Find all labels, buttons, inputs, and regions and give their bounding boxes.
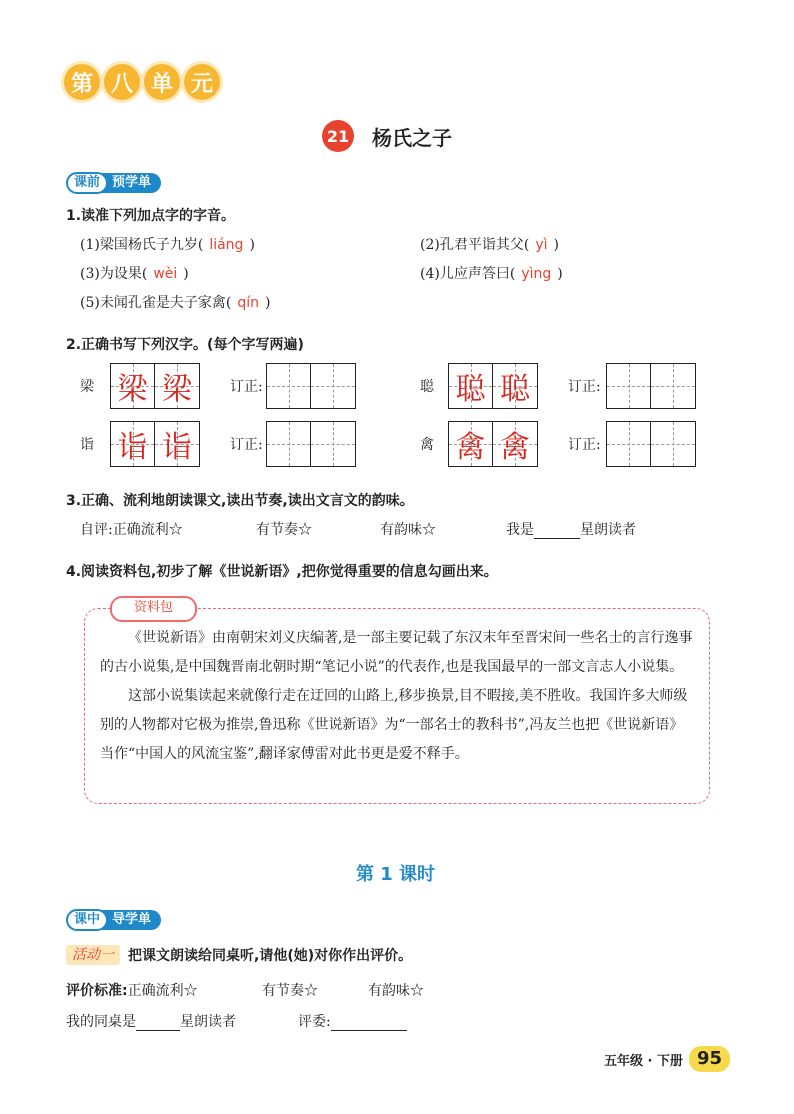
correction-label: 订正: xyxy=(568,437,601,453)
criteria-line: 评价标准:正确流利☆ xyxy=(66,983,198,999)
tag-part-a: 课中 xyxy=(66,909,108,931)
self-eval-fluent[interactable]: 自评:正确流利☆ xyxy=(80,522,183,538)
grid-cell[interactable] xyxy=(267,364,311,408)
grid-cell[interactable] xyxy=(651,422,695,466)
mid-study-tag xyxy=(66,909,161,931)
q1-item-5: (5)未闻孔雀是夫子家禽( qín ) xyxy=(80,295,271,311)
grid-cell[interactable]: 诣 xyxy=(111,422,155,466)
correction-grid[interactable] xyxy=(266,421,356,467)
writing-grid[interactable] xyxy=(110,421,200,467)
tag-part-b: 导学单 xyxy=(98,910,161,930)
grid-cell[interactable] xyxy=(651,364,695,408)
q1-item-2: (2)孔君平诣其父( yì ) xyxy=(420,237,559,253)
grid-cell[interactable] xyxy=(607,422,651,466)
judge-blank[interactable] xyxy=(331,1014,407,1031)
correction-grid[interactable] xyxy=(606,421,696,467)
grid-cell[interactable] xyxy=(267,422,311,466)
page-footer xyxy=(604,1046,730,1072)
writing-grid[interactable] xyxy=(110,363,200,409)
question-3-title: 3.正确、流利地朗读课文,读出节奏,读出文言文的韵味。 xyxy=(66,493,414,509)
grid-cell[interactable]: 禽 xyxy=(449,422,493,466)
lesson-number: 21 xyxy=(322,120,354,152)
char-label: 禽 xyxy=(420,437,434,453)
grid-cell[interactable]: 聪 xyxy=(493,364,537,408)
activity-line xyxy=(66,945,412,965)
grid-cell[interactable]: 禽 xyxy=(493,422,537,466)
grade-label: 五年级 · 下册 xyxy=(603,1053,683,1069)
unit-char: 单 xyxy=(144,64,180,100)
grid-cell[interactable] xyxy=(607,364,651,408)
activity-tag: 活动一 xyxy=(66,945,120,965)
grid-cell[interactable]: 诣 xyxy=(155,422,199,466)
pre-study-tag xyxy=(66,172,161,194)
resource-content xyxy=(100,624,696,769)
pinyin-answer: liáng xyxy=(209,237,244,253)
self-eval-charm[interactable]: 有韵味☆ xyxy=(380,522,436,538)
correction-label: 订正: xyxy=(230,437,263,453)
grid-cell[interactable] xyxy=(311,422,355,466)
writing-grid[interactable] xyxy=(448,363,538,409)
self-eval-rhythm[interactable]: 有节奏☆ xyxy=(256,522,312,538)
grid-cell[interactable]: 梁 xyxy=(111,364,155,408)
question-4-title: 4.阅读资料包,初步了解《世说新语》,把你觉得重要的信息勾画出来。 xyxy=(66,564,498,580)
resource-paragraph-1: 《世说新语》由南朝宋刘义庆编著,是一部主要记载了东汉末年至晋宋间一些名士的言行逸事的古小说集,是中国魏晋南北朝时期“笔记小说”的代表作,也是我国最早的一部文言志人小说集。 xyxy=(100,630,693,675)
criteria-rhythm[interactable]: 有节奏☆ xyxy=(262,983,318,999)
writing-grid[interactable] xyxy=(448,421,538,467)
char-label: 梁 xyxy=(80,379,94,395)
star-blank[interactable] xyxy=(534,522,580,539)
judge-line: 评委: xyxy=(298,1011,407,1031)
grid-cell[interactable]: 梁 xyxy=(155,364,199,408)
unit-char: 八 xyxy=(104,64,140,100)
q1-item-1: (1)梁国杨氏子九岁( liáng ) xyxy=(80,237,255,253)
period-title: 第 1 课时 xyxy=(356,864,436,885)
unit-char: 元 xyxy=(184,64,220,100)
page-number: 95 xyxy=(689,1046,730,1072)
criteria-charm[interactable]: 有韵味☆ xyxy=(368,983,424,999)
self-eval-star: 我是 星朗读者 xyxy=(506,522,636,538)
pinyin-answer: qín xyxy=(237,295,259,311)
tag-part-b: 预学单 xyxy=(98,173,161,193)
grid-cell[interactable]: 聪 xyxy=(449,364,493,408)
question-2-title: 2.正确书写下列汉字。(每个字写两遍) xyxy=(66,337,304,353)
unit-char: 第 xyxy=(64,64,100,100)
pinyin-answer: wèi xyxy=(153,266,178,282)
resource-paragraph-2: 这部小说集读起来就像行走在迂回的山路上,移步换景,目不暇接,美不胜收。我国许多大师级别的人物都对它极为推崇,鲁迅称《世说新语》为“一部名士的教科书”,冯友兰也把《世说新语》当作“中国人的风流宝鉴”,翻译家傅雷对此书更是爱不释手。 xyxy=(100,688,688,762)
unit-badge xyxy=(64,64,220,106)
correction-grid[interactable] xyxy=(606,363,696,409)
char-label: 诣 xyxy=(80,437,94,453)
q1-item-3: (3)为设果( wèi ) xyxy=(80,266,189,282)
criteria-fluent[interactable]: 正确流利☆ xyxy=(127,983,198,999)
correction-label: 订正: xyxy=(568,379,601,395)
lesson-heading xyxy=(322,120,452,152)
resource-tag: 资料包 xyxy=(110,596,197,622)
question-1-title: 1.读准下列加点字的字音。 xyxy=(66,208,236,224)
grid-cell[interactable] xyxy=(311,364,355,408)
pinyin-answer: yì xyxy=(535,237,548,253)
deskmate-star-blank[interactable] xyxy=(136,1014,180,1031)
q1-item-4: (4)儿应声答曰( yìng ) xyxy=(420,266,563,282)
activity-text: 把课文朗读给同桌听,请他(她)对你作出评价。 xyxy=(128,948,413,964)
lesson-title: 杨氏之子 xyxy=(372,125,452,150)
tag-part-a: 课前 xyxy=(66,172,108,194)
char-label: 聪 xyxy=(420,379,434,395)
correction-grid[interactable] xyxy=(266,363,356,409)
correction-label: 订正: xyxy=(230,379,263,395)
pinyin-answer: yìng xyxy=(521,266,552,282)
deskmate-line: 我的同桌是 星朗读者 xyxy=(66,1014,236,1030)
